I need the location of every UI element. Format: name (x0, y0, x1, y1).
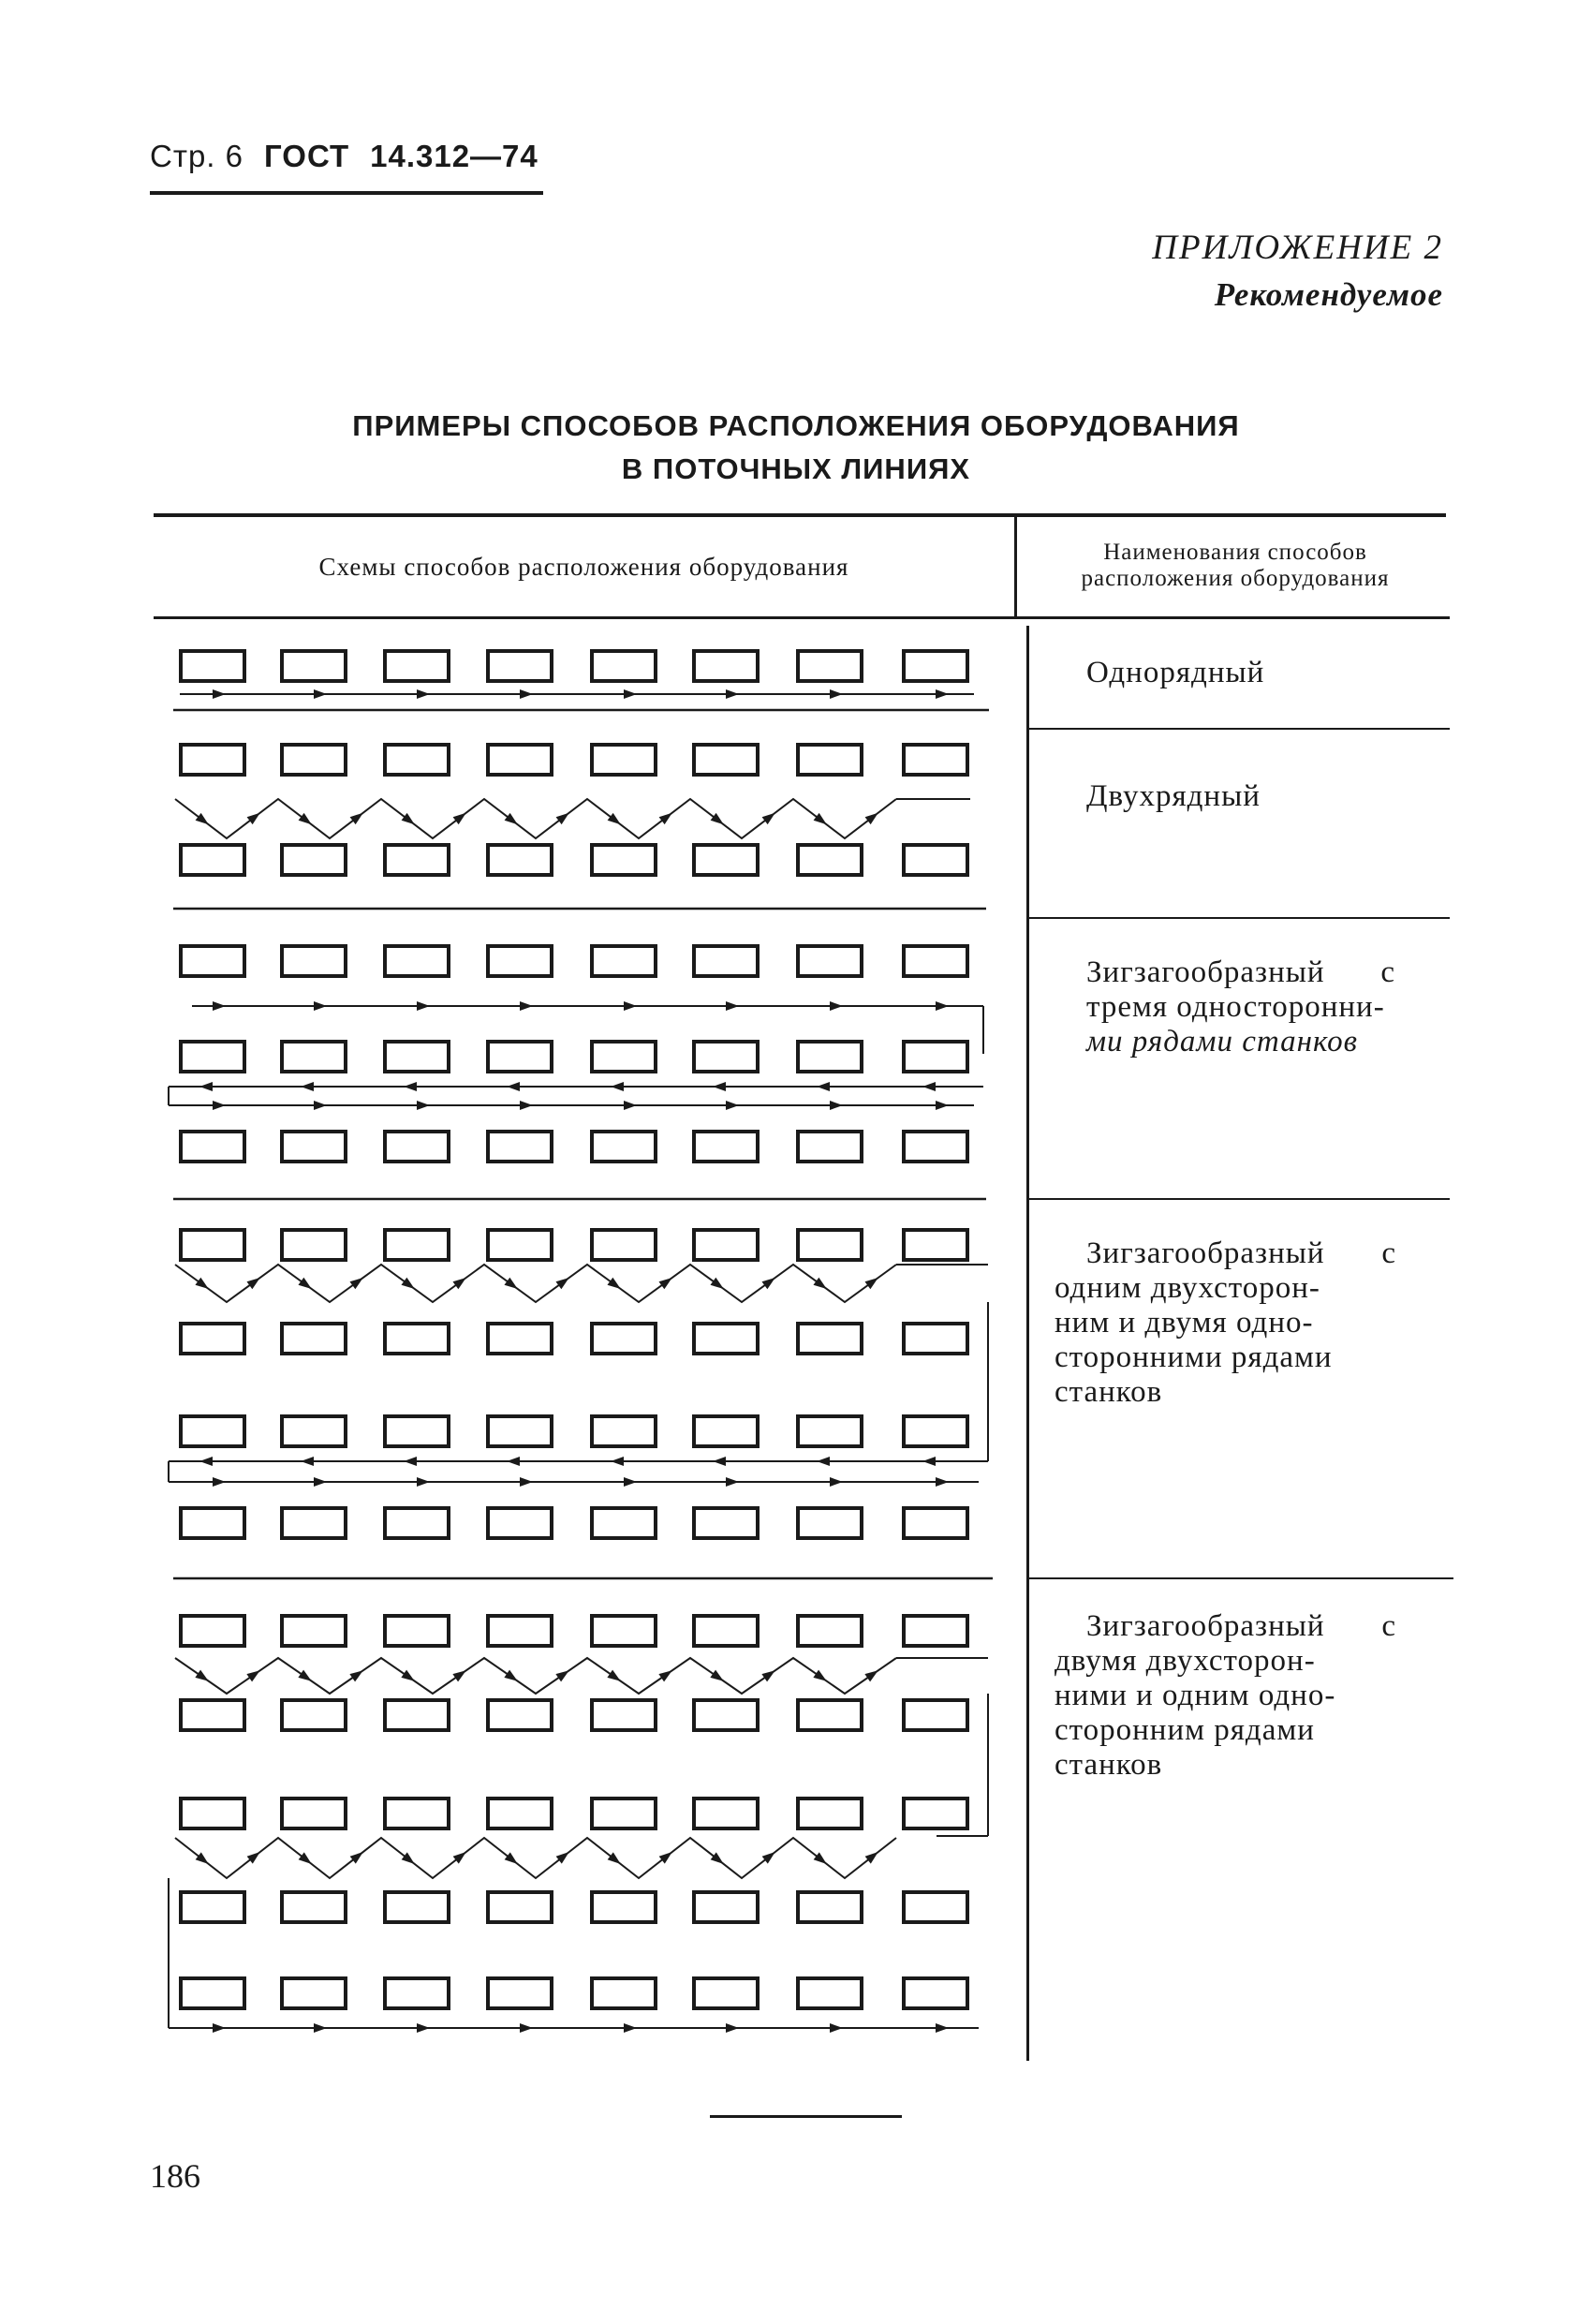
machine (798, 1616, 862, 1646)
row-name-double: Двухрядный (1086, 779, 1261, 813)
column-header-names-line-1: Наименования способов (1103, 540, 1367, 565)
machine (694, 1700, 758, 1730)
arrowhead (401, 1278, 414, 1289)
arrowhead (814, 1852, 827, 1864)
row5-line1-prep: с (1381, 1609, 1396, 1643)
machine (181, 1616, 244, 1646)
flow-path (175, 1265, 896, 1302)
machine (488, 1700, 552, 1730)
machine (694, 946, 758, 976)
arrowhead (864, 1670, 878, 1681)
machine (282, 1042, 346, 1072)
machine (488, 845, 552, 875)
machine (798, 1978, 862, 2008)
arrowhead (196, 813, 209, 824)
machine (488, 1416, 552, 1446)
arrowhead (726, 2023, 739, 2033)
arrowhead (402, 1852, 415, 1864)
machine (385, 1042, 449, 1072)
machine (798, 1700, 862, 1730)
arrowhead (830, 2023, 843, 2033)
machine (385, 1892, 449, 1922)
machine (282, 1616, 346, 1646)
machine (694, 1978, 758, 2008)
machine (488, 1616, 552, 1646)
machine (385, 1799, 449, 1828)
row5-line2: двумя двухсторон- (1055, 1644, 1316, 1678)
machine (694, 845, 758, 875)
column-header-schemes: Схемы способов расположения оборудования (318, 553, 849, 581)
arrowhead (726, 1477, 739, 1487)
machine (488, 745, 552, 775)
machine (592, 1416, 656, 1446)
arrowhead (452, 1278, 465, 1289)
machine (592, 1132, 656, 1162)
arrowhead (402, 813, 415, 824)
flow-path (175, 799, 896, 838)
machine (694, 1616, 758, 1646)
machine (904, 1892, 967, 1922)
arrowhead (314, 1001, 327, 1011)
arrowhead (417, 689, 430, 699)
arrowhead (404, 1457, 417, 1466)
machine (694, 1508, 758, 1538)
row3-line1-prep: с (1380, 955, 1395, 989)
title-line-1: ПРИМЕРЫ СПОСОБОВ РАСПОЛОЖЕНИЯ ОБОРУДОВАНИЯ (352, 409, 1240, 442)
arrowhead (761, 1278, 774, 1289)
arrowhead (213, 689, 226, 699)
arrowhead (726, 1001, 739, 1011)
machine (282, 1324, 346, 1354)
arrowhead (314, 2023, 327, 2033)
arrowhead (350, 813, 363, 824)
row3-line1-word: Зигзагообразный (1086, 955, 1325, 989)
row4-line2: одним двухсторон- (1055, 1271, 1320, 1305)
arrowhead (417, 1101, 430, 1110)
arrowhead (417, 1477, 430, 1487)
machine (181, 1416, 244, 1446)
arrowhead (813, 1670, 826, 1681)
machine (282, 1799, 346, 1828)
arrowhead (817, 1457, 830, 1466)
machine (798, 1416, 862, 1446)
machine (385, 845, 449, 875)
arrowhead (555, 1278, 568, 1289)
machine (385, 1416, 449, 1446)
footer-rule (710, 2115, 902, 2118)
machine (488, 651, 552, 681)
arrowhead (301, 1082, 314, 1091)
arrowhead (710, 1278, 723, 1289)
machine (904, 1508, 967, 1538)
machine (385, 1700, 449, 1730)
arrowhead (710, 1670, 723, 1681)
arrowhead (936, 1477, 949, 1487)
machine (798, 745, 862, 775)
arrowhead (452, 1670, 465, 1681)
machine (488, 1799, 552, 1828)
machine (592, 1700, 656, 1730)
arrowhead (624, 1101, 637, 1110)
arrowhead (349, 1278, 362, 1289)
arrowhead (817, 1082, 830, 1091)
machine (904, 1700, 967, 1730)
machine-rectangles (181, 651, 967, 2008)
arrowhead (314, 1477, 327, 1487)
flow-arrowheads (195, 689, 949, 2033)
machine (181, 1892, 244, 1922)
machine (904, 946, 967, 976)
machine (282, 1508, 346, 1538)
arrowhead (350, 1852, 363, 1864)
arrowhead (611, 1082, 624, 1091)
row5-line3: ними и одним одно- (1055, 1679, 1336, 1712)
machine (592, 1616, 656, 1646)
arrowhead (936, 1101, 949, 1110)
arrowhead (505, 1852, 518, 1864)
arrowhead (556, 813, 569, 824)
machine (798, 651, 862, 681)
arrowhead (761, 1670, 774, 1681)
machine (385, 651, 449, 681)
machine (385, 1508, 449, 1538)
row5-line4: сторонним рядами (1055, 1713, 1315, 1747)
row4-line1-word: Зигзагообразный (1086, 1236, 1325, 1270)
machine (181, 1508, 244, 1538)
machine (798, 1230, 862, 1260)
arrowhead (658, 1278, 671, 1289)
arrowhead (505, 813, 518, 824)
machine (282, 946, 346, 976)
machine (385, 1230, 449, 1260)
machine (385, 946, 449, 976)
arrowhead (936, 2023, 949, 2033)
arrowhead (814, 813, 827, 824)
machine (592, 1508, 656, 1538)
arrowhead (507, 1082, 520, 1091)
arrowhead (813, 1278, 826, 1289)
row3-line2: тремя односторонни- (1086, 990, 1385, 1024)
arrowhead (298, 1278, 311, 1289)
arrowhead (659, 1852, 672, 1864)
arrowhead (199, 1457, 213, 1466)
machine (592, 745, 656, 775)
arrowhead (864, 1278, 878, 1289)
machine (798, 1324, 862, 1354)
machine (385, 1978, 449, 2008)
arrowhead (417, 1001, 430, 1011)
standard-number: 14.312—74 (370, 139, 538, 173)
machine (282, 1978, 346, 2008)
row4-line1-prep: с (1381, 1236, 1396, 1270)
machine (592, 1042, 656, 1072)
machine (592, 1230, 656, 1260)
machine (592, 1978, 656, 2008)
machine (488, 1230, 552, 1260)
arrowhead (830, 1101, 843, 1110)
arrowhead (711, 813, 724, 824)
arrowhead (922, 1082, 936, 1091)
machine (694, 1324, 758, 1354)
arrowhead (199, 1082, 213, 1091)
machine (694, 1892, 758, 1922)
machine (694, 1230, 758, 1260)
machine (282, 1132, 346, 1162)
arrowhead (299, 1852, 312, 1864)
machine (282, 745, 346, 775)
arrowhead (711, 1852, 724, 1864)
machine (385, 745, 449, 775)
flow-path (175, 1838, 896, 1878)
arrowhead (453, 813, 466, 824)
appendix-title: ПРИЛОЖЕНИЕ 2 (1152, 229, 1443, 267)
arrowhead (659, 813, 672, 824)
arrowhead (762, 1852, 775, 1864)
arrowhead (504, 1670, 517, 1681)
machine (282, 1230, 346, 1260)
arrowhead (936, 689, 949, 699)
arrowhead (830, 689, 843, 699)
arrowhead (611, 1457, 624, 1466)
arrowhead (213, 2023, 226, 2033)
arrowhead (213, 1477, 226, 1487)
machine (181, 651, 244, 681)
machine (282, 1700, 346, 1730)
row4-line5: станков (1055, 1375, 1163, 1409)
arrowhead (865, 1852, 878, 1864)
column-header-names-line-2: расположения оборудования (1081, 566, 1390, 591)
row-name-single: Однорядный (1086, 656, 1265, 689)
machine (904, 1324, 967, 1354)
machine (592, 651, 656, 681)
machine (694, 745, 758, 775)
arrowhead (658, 1670, 671, 1681)
machine (181, 845, 244, 875)
machine (181, 946, 244, 976)
machine (798, 845, 862, 875)
arrowhead (196, 1852, 209, 1864)
machine (904, 845, 967, 875)
machine (181, 1978, 244, 2008)
machine (385, 1616, 449, 1646)
machine (181, 1132, 244, 1162)
machine (282, 845, 346, 875)
arrowhead (608, 1852, 621, 1864)
machine (904, 1978, 967, 2008)
arrowhead (314, 1101, 327, 1110)
arrowhead (922, 1457, 936, 1466)
arrowhead (520, 1101, 533, 1110)
machine (904, 1616, 967, 1646)
machine (694, 651, 758, 681)
machine (592, 1892, 656, 1922)
arrowhead (713, 1082, 726, 1091)
machine (488, 1132, 552, 1162)
arrowhead (726, 689, 739, 699)
arrowhead (195, 1278, 208, 1289)
arrowhead (301, 1457, 314, 1466)
arrowhead (608, 813, 621, 824)
arrowhead (830, 1477, 843, 1487)
machine (798, 1508, 862, 1538)
machine (694, 1042, 758, 1072)
row5-line5: станков (1055, 1748, 1163, 1782)
machine (181, 745, 244, 775)
arrowhead (556, 1852, 569, 1864)
row5-line1-word: Зигзагообразный (1086, 1609, 1325, 1643)
machine (181, 1230, 244, 1260)
machine (592, 946, 656, 976)
arrowhead (246, 1278, 259, 1289)
arrowhead (417, 2023, 430, 2033)
machine (904, 1416, 967, 1446)
page-label: Стр. 6 (150, 139, 243, 173)
machine (694, 1416, 758, 1446)
machine (181, 1799, 244, 1828)
machine (488, 1324, 552, 1354)
machine (592, 845, 656, 875)
machine (904, 651, 967, 681)
row4-line4: сторонними рядами (1055, 1340, 1333, 1374)
machine (488, 1892, 552, 1922)
arrowhead (520, 1477, 533, 1487)
machine (592, 1324, 656, 1354)
arrowhead (713, 1457, 726, 1466)
arrowhead (299, 813, 312, 824)
arrowhead (936, 1001, 949, 1011)
machine (385, 1132, 449, 1162)
appendix-subtitle: Рекомендуемое (1214, 276, 1443, 313)
page-number: 186 (150, 2157, 200, 2195)
machine (282, 1892, 346, 1922)
arrowhead (624, 2023, 637, 2033)
arrowhead (555, 1670, 568, 1681)
arrowhead (246, 1670, 259, 1681)
row3-line3: ми рядами станков (1086, 1025, 1358, 1058)
arrowhead (607, 1278, 620, 1289)
row4-line3: ним и двумя одно- (1055, 1306, 1314, 1340)
machine (385, 1324, 449, 1354)
arrowhead (404, 1082, 417, 1091)
arrowhead (520, 2023, 533, 2033)
arrowhead (314, 689, 327, 699)
machine (488, 1978, 552, 2008)
arrowhead (624, 689, 637, 699)
machine (488, 1508, 552, 1538)
arrowhead (726, 1101, 739, 1110)
arrowhead (247, 813, 260, 824)
machine (904, 745, 967, 775)
machine (694, 1132, 758, 1162)
machine (181, 1324, 244, 1354)
machine (798, 946, 862, 976)
standard-label: ГОСТ (264, 139, 350, 173)
arrowhead (213, 1001, 226, 1011)
machine (282, 1416, 346, 1446)
machine (904, 1230, 967, 1260)
arrowhead (830, 1001, 843, 1011)
machine (798, 1042, 862, 1072)
flow-path (175, 1658, 896, 1694)
arrowhead (865, 813, 878, 824)
arrowhead (247, 1852, 260, 1864)
machine (181, 1042, 244, 1072)
machine (592, 1799, 656, 1828)
machine (904, 1799, 967, 1828)
machine (488, 946, 552, 976)
arrowhead (762, 813, 775, 824)
arrowhead (507, 1457, 520, 1466)
arrowhead (298, 1670, 311, 1681)
arrowhead (624, 1001, 637, 1011)
title-line-2: В ПОТОЧНЫХ ЛИНИЯХ (621, 452, 971, 485)
arrowhead (213, 1101, 226, 1110)
arrowhead (453, 1852, 466, 1864)
arrowhead (401, 1670, 414, 1681)
arrowhead (504, 1278, 517, 1289)
arrowhead (520, 1001, 533, 1011)
arrowhead (624, 1477, 637, 1487)
arrowhead (607, 1670, 620, 1681)
arrowhead (349, 1670, 362, 1681)
machine (181, 1700, 244, 1730)
arrowhead (195, 1670, 208, 1681)
machine (798, 1892, 862, 1922)
machine (488, 1042, 552, 1072)
arrowhead (520, 689, 533, 699)
machine (282, 651, 346, 681)
machine (904, 1042, 967, 1072)
machine (798, 1799, 862, 1828)
machine (904, 1132, 967, 1162)
machine (694, 1799, 758, 1828)
machine (798, 1132, 862, 1162)
